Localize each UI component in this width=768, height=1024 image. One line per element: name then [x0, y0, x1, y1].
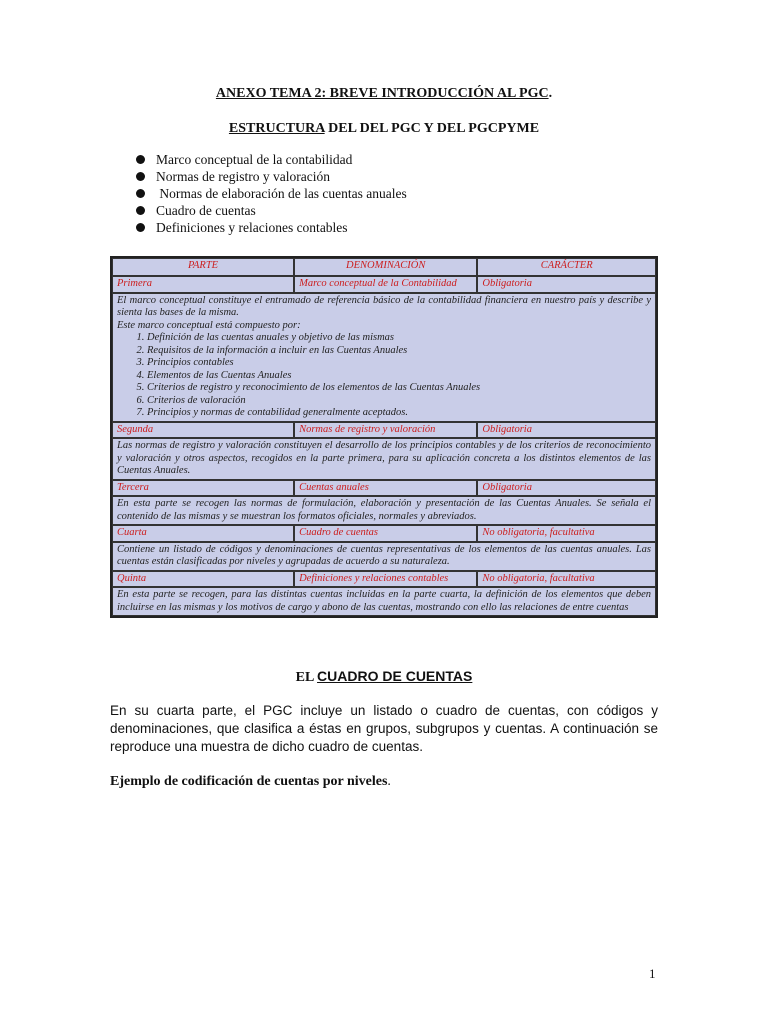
- cell-caracter: Obligatoria: [477, 422, 656, 439]
- table-desc-row: [112, 438, 656, 480]
- table-row: [112, 422, 656, 439]
- cell-denominacion: Marco conceptual de la Contabilidad: [294, 276, 477, 293]
- cell-caracter: No obligatoria, facultativa: [477, 525, 656, 542]
- bullet-item-text: Normas de elaboración de las cuentas anuales: [156, 186, 407, 201]
- table-row: [112, 276, 656, 293]
- cell-caracter: No obligatoria, facultativa: [477, 571, 656, 588]
- bullet-item-text: Cuadro de cuentas: [156, 203, 256, 218]
- document-title: [0, 86, 768, 102]
- list-item: 3. Principios contables: [147, 357, 651, 370]
- cell-parte: Segunda: [112, 422, 294, 439]
- cell-denominacion: Cuentas anuales: [294, 480, 477, 497]
- structure-subtitle-underlined: ESTRUCTURA: [228, 121, 325, 136]
- table-row: [112, 571, 656, 588]
- bullet-item-text: Normas de registro y valoración: [156, 169, 330, 184]
- marco-components-list: [117, 332, 651, 420]
- body-paragraph: En su cuarta parte, el PGC incluye un listado o cuadro de cuentas, con códigos y denominaciones, que clasifica a éstas en grupos, subgrupos y cuentas. A continuación se reproduce una muestra de dicho cuadro de cuentas.: [110, 703, 658, 754]
- example-heading-period: .: [387, 774, 391, 789]
- cell-caracter: Obligatoria: [477, 480, 656, 497]
- cell-description: Contiene un listado de códigos y denominaciones de cuentas representativas de los elementos de las cuentas anuales. Las cuentas están clasificadas por niveles y agrupadas de acuerdo a su naturaleza.: [112, 542, 656, 571]
- example-heading-text: Ejemplo de codificación de cuentas por niveles: [110, 774, 388, 789]
- table-desc-row: [112, 293, 656, 422]
- cell-denominacion: Definiciones y relaciones contables: [294, 571, 477, 588]
- bullet-dot-icon: [136, 223, 145, 232]
- header-caracter: CARÁCTER: [477, 258, 656, 276]
- cell-description: En esta parte se recogen, para las distintas cuentas incluidas en la parte cuarta, la definición de los elementos que deben incluirse en las mismas y los motivos de cargo y abono de las cuentas, mostrando con ello las relaciones de entre cuentas: [112, 587, 656, 616]
- list-item: 6. Criterios de valoración: [147, 395, 651, 408]
- bullet-item-text: Definiciones y relaciones contables: [156, 220, 348, 235]
- example-heading: [110, 774, 391, 790]
- structure-subtitle: [0, 121, 768, 137]
- header-parte: PARTE: [112, 258, 294, 276]
- document-title-period: .: [548, 86, 553, 101]
- bullet-item: [136, 219, 407, 236]
- page-number: 1: [649, 966, 656, 981]
- bullet-dot-icon: [136, 172, 145, 181]
- list-item: 4. Elementos de las Cuentas Anuales: [147, 370, 651, 383]
- structure-bullet-list: [136, 151, 407, 236]
- list-item: 7. Principios y normas de contabilidad generalmente aceptados.: [147, 407, 651, 420]
- cell-denominacion: Cuadro de cuentas: [294, 525, 477, 542]
- cell-parte: Cuarta: [112, 525, 294, 542]
- cell-caracter: Obligatoria: [477, 276, 656, 293]
- bullet-dot-icon: [136, 189, 145, 198]
- list-item: 5. Criterios de registro y reconocimiento de los elementos de las Cuentas Anuales: [147, 382, 651, 395]
- table-desc-row: [112, 542, 656, 571]
- bullet-item-text: Marco conceptual de la contabilidad: [156, 152, 353, 167]
- section-heading-prefix: EL: [295, 670, 318, 685]
- header-denominacion: DENOMINACIÓN: [294, 258, 477, 276]
- description-intro: Este marco conceptual está compuesto por:: [117, 319, 301, 331]
- table-row: [112, 480, 656, 497]
- list-item: 1. Definición de las cuentas anuales y objetivo de las mismas: [147, 332, 651, 345]
- structure-subtitle-rest: DEL DEL PGC Y DEL PGCPYME: [324, 121, 540, 136]
- table-desc-row: [112, 587, 656, 616]
- pgc-structure-table: [110, 256, 658, 618]
- list-item: 2. Requisitos de la información a incluir en las Cuentas Anuales: [147, 345, 651, 358]
- cell-parte: Tercera: [112, 480, 294, 497]
- table-row: [112, 525, 656, 542]
- section-heading-underlined: CUADRO DE CUENTAS: [317, 668, 473, 684]
- table-desc-row: [112, 496, 656, 525]
- document-title-text: ANEXO TEMA 2: BREVE INTRODUCCIÓN AL PGC: [215, 86, 549, 101]
- bullet-item: [136, 168, 407, 185]
- section-heading: [0, 668, 768, 686]
- cell-description: En esta parte se recogen las normas de formulación, elaboración y presentación de las Cuentas Anuales. Se señala el contenido de las mismas y se muestran los formatos oficiales, normales y abreviados.: [112, 496, 656, 525]
- description-text: El marco conceptual constituye el entramado de referencia básico de la contabilidad financiera en nuestro país y describe y sienta las bases de la misma.: [117, 294, 651, 318]
- table-header-row: [112, 258, 656, 276]
- cell-parte: Primera: [112, 276, 294, 293]
- bullet-item: [136, 185, 407, 202]
- bullet-item: [136, 202, 407, 219]
- cell-denominacion: Normas de registro y valoración: [294, 422, 477, 439]
- cell-description: [112, 293, 656, 422]
- bullet-dot-icon: [136, 206, 145, 215]
- bullet-dot-icon: [136, 155, 145, 164]
- bullet-item: [136, 151, 407, 168]
- cell-parte: Quinta: [112, 571, 294, 588]
- cell-description: Las normas de registro y valoración constituyen el desarrollo de los principios contables y de los criterios de reconocimiento y valoración y otros aspectos, recogidos en la parte primera, para su aplicación concreta a los distintos elementos de las Cuentas Anuales.: [112, 438, 656, 480]
